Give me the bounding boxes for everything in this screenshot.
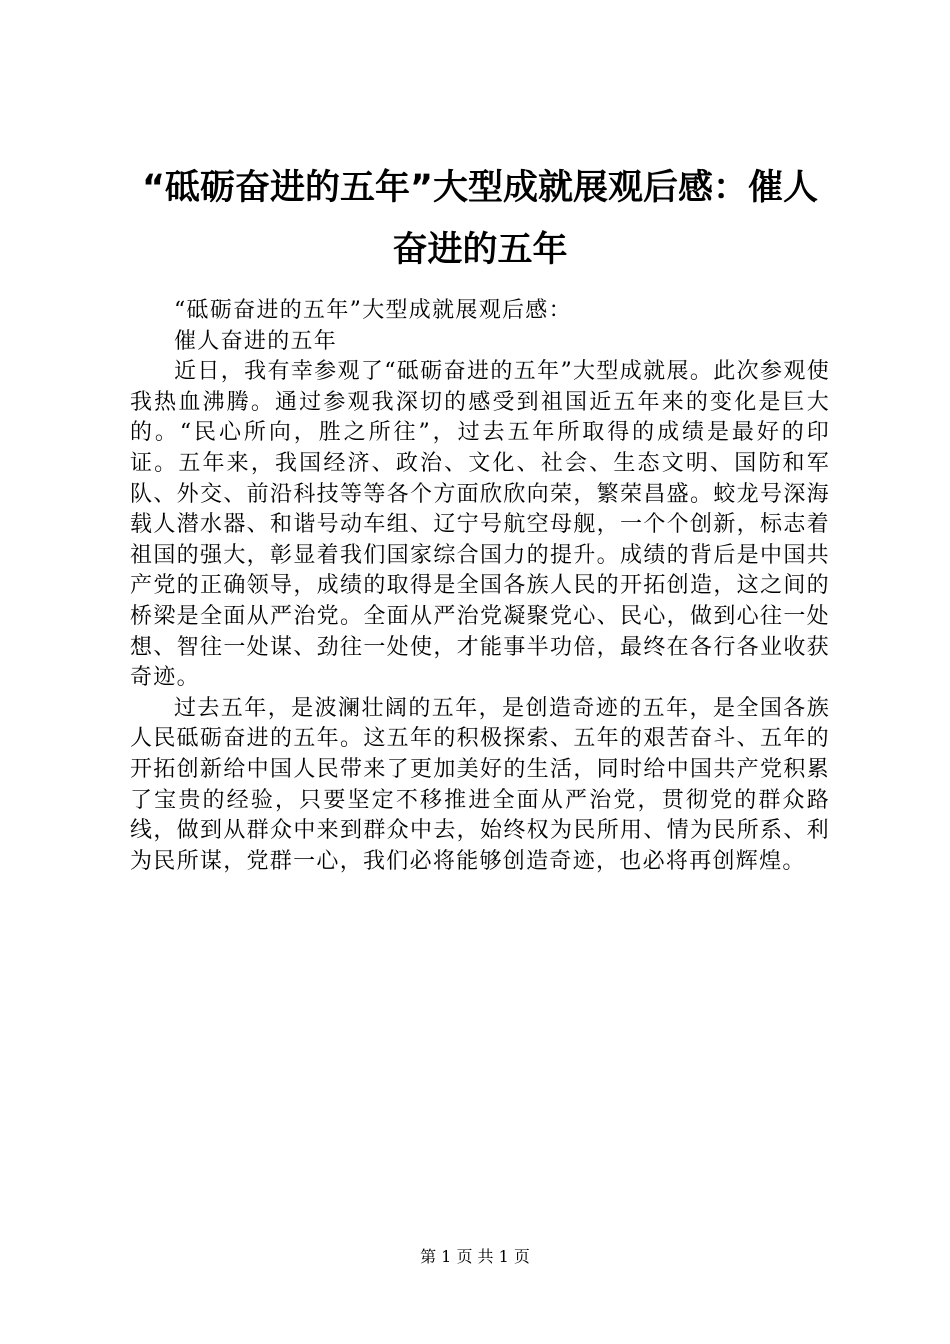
subtitle-line-2: 催人奋进的五年 <box>174 328 338 354</box>
body-paragraph-1: 近日，我有幸参观了“砥砺奋进的五年”大型成就展。此次参观使我热血沸腾。通过参观我深切的感受到祖国近五年来的变化是巨大的。“民心所向，胜之所往”，过去五年所取得的成绩是最好的印证。五年来，我国经济、政治、文化、社会、生态文明、国防和军队、外交、前沿科技等等各个方面欣欣向荣，繁荣昌盛。蛟龙号深海载人潜水器、和谐号动车组、辽宁号航空母舰，一个个创新，标志着祖国的强大，彰显着我们国家综合国力的提升。成绩的背后是中国共产党的正确领导，成绩的取得是全国各族人民的开拓创造，这之间的桥梁是全面从严治党。全面从严治党凝聚党心、民心，做到心往一处想、智往一处谋、劲往一处使，才能事半功倍，最终在各行各业收获奇迹。 <box>130 359 830 691</box>
page-number-footer: 第 1 页 共 1 页 <box>420 1247 530 1266</box>
document-body <box>130 296 830 877</box>
body-paragraph-2: 过去五年，是波澜壮阔的五年，是创造奇迹的五年，是全国各族人民砥砺奋进的五年。这五年的积极探索、五年的艰苦奋斗、五年的开拓创新给中国人民带来了更加美好的生活，同时给中国共产党积累了宝贵的经验，只要坚定不移推进全面从严治党，贯彻党的群众路线，做到从群众中来到群众中去，始终权为民所用、情为民所系、利为民所谋，党群一心，我们必将能够创造奇迹，也必将再创辉煌。 <box>130 695 830 874</box>
title-line-1: “砥砺奋进的五年”大型成就展观后感：催人 <box>141 168 818 208</box>
title-line-2: 奋进的五年 <box>392 230 568 270</box>
subtitle-line-1: “砥砺奋进的五年”大型成就展观后感： <box>174 298 572 323</box>
document-title <box>120 157 840 281</box>
